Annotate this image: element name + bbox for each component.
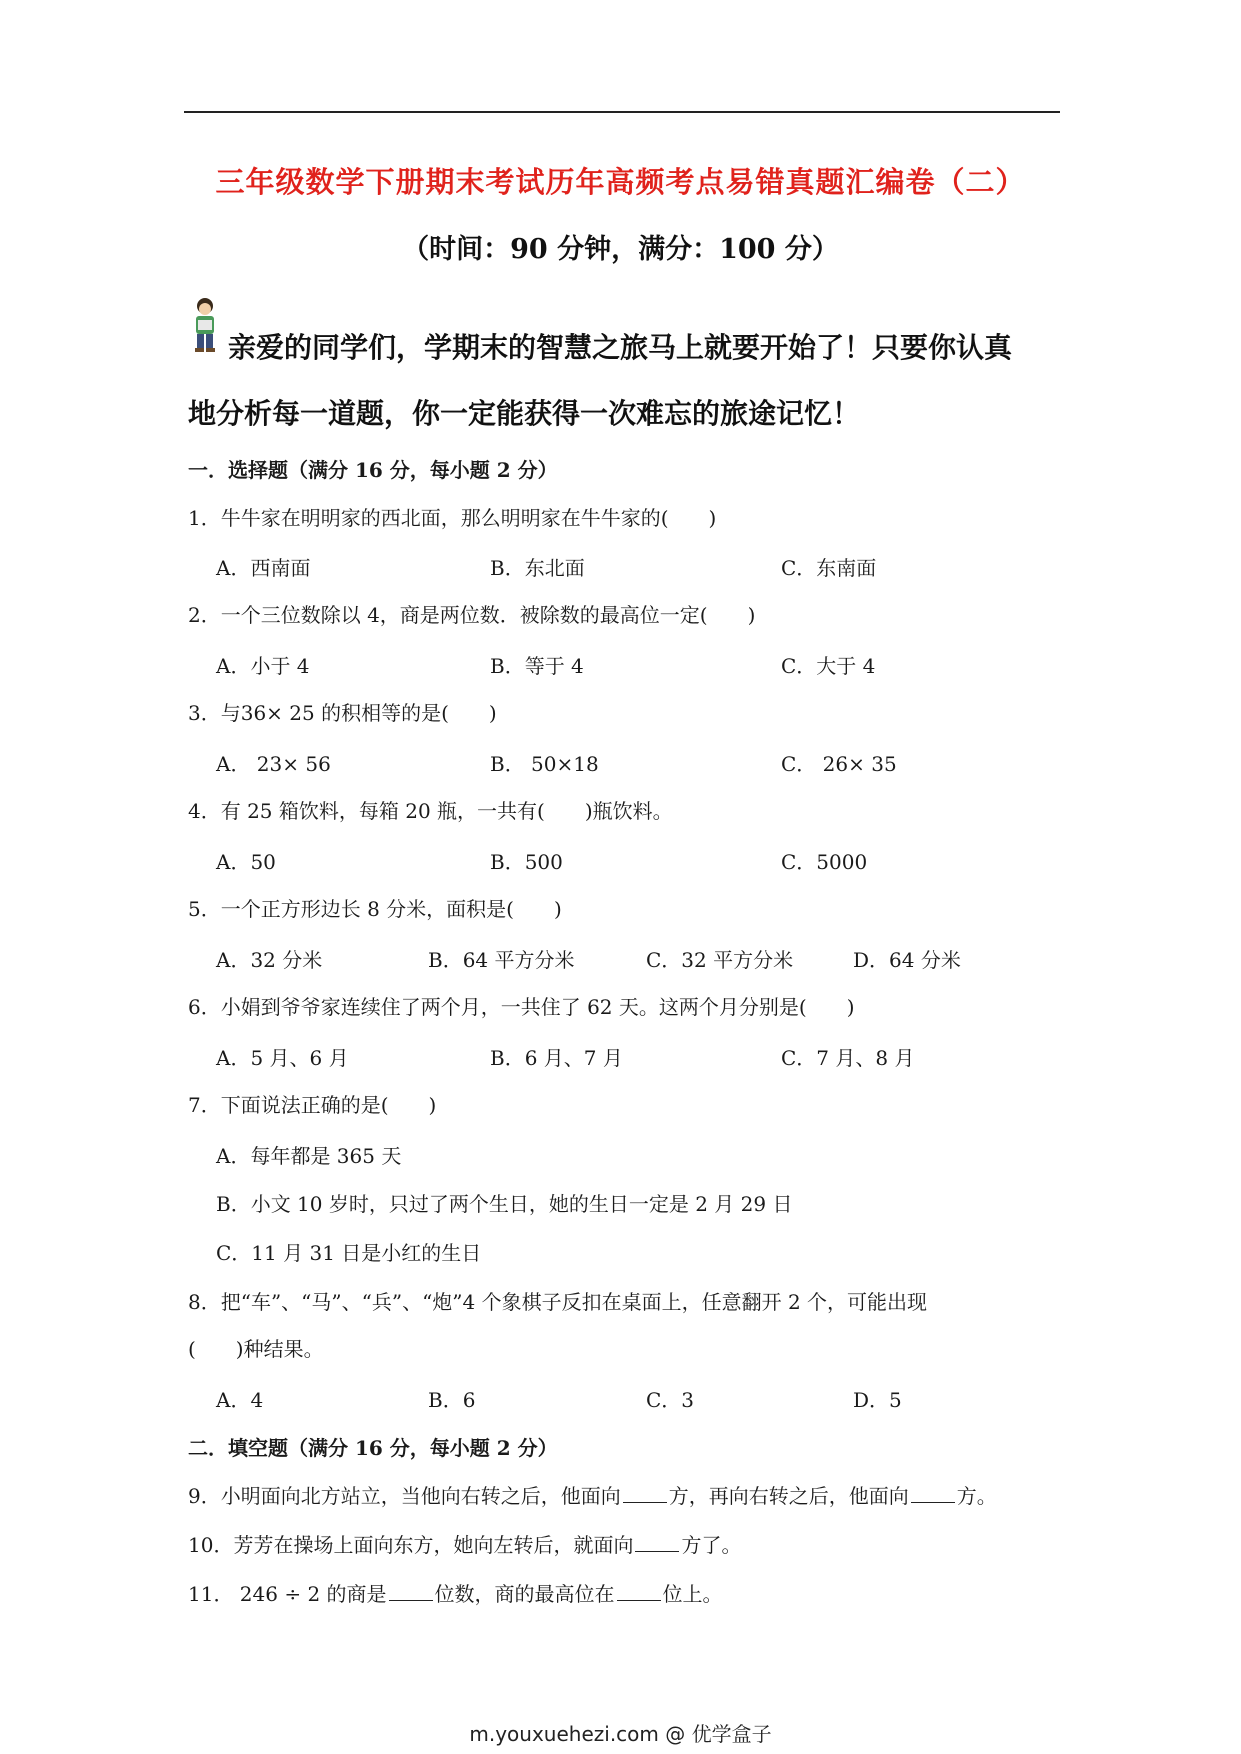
q2-option-c: C．大于 4 [781,654,876,678]
q8-option-b: B．6 [428,1388,476,1412]
q8-option-d: D．5 [853,1388,902,1412]
q1-option-b: B．东北面 [490,556,585,580]
q6-option-b: B．6 月、7 月 [490,1046,623,1070]
q3-option-c: C． 26× 35 [781,752,897,776]
q5-option-d: D．64 分米 [853,948,961,972]
question-4: 4．有 25 箱饮料，每箱 20 瓶，一共有( )瓶饮料。 [188,799,673,823]
question-1: 1．牛牛家在明明家的西北面，那么明明家在牛牛家的( ) [188,506,717,530]
q4-option-b: B．500 [490,850,563,874]
q10-text-1: 10．芳芳在操场上面向东方，她向左转后，就面向 [188,1533,634,1557]
q9-text-2: 方，再向右转之后，他面向 [668,1484,909,1508]
q1-option-a: A．西南面 [216,556,311,580]
q5-option-a: A．32 分米 [216,948,323,972]
q11-blank-2 [617,1582,661,1601]
question-9 [188,1480,997,1509]
q1-option-c: C．东南面 [781,556,877,580]
question-3: 3．与36× 25 的积相等的是( ) [188,701,497,725]
q7-option-c: C．11 月 31 日是小红的生日 [216,1241,482,1265]
question-8-line-2: ( )种结果。 [188,1337,324,1361]
q10-blank-1 [635,1533,679,1552]
q3-option-a: A． 23× 56 [216,752,331,776]
question-11 [188,1578,723,1607]
exam-info: （时间：90 分钟，满分：100 分） [402,234,839,265]
q5-option-b: B．64 平方分米 [428,948,575,972]
q3-option-b: B． 50×18 [490,752,599,776]
q9-text-1: 9．小明面向北方站立，当他向右转之后，他面向 [188,1484,621,1508]
q11-blank-1 [389,1582,433,1601]
footer-watermark: m.youxuehezi.com @ 优学盒子 [469,1722,772,1746]
q4-option-a: A．50 [216,850,276,874]
q2-option-b: B．等于 4 [490,654,584,678]
q8-option-c: C．3 [646,1388,695,1412]
q6-option-a: A．5 月、6 月 [216,1046,349,1070]
q4-option-c: C．5000 [781,850,868,874]
student-mascot-icon [188,296,222,356]
question-8-line-1: 8．把“车”、“马”、“兵”、“炮”4 个象棋子反扣在桌面上，任意翻开 2 个，可能出现 [188,1290,928,1314]
section-heading-fill: 二．填空题（满分 16 分，每小题 2 分） [188,1436,558,1460]
q10-text-2: 方了。 [681,1533,742,1557]
section-heading-choice: 一．选择题（满分 16 分，每小题 2 分） [188,458,558,482]
q2-option-a: A．小于 4 [216,654,310,678]
question-7: 7．下面说法正确的是( ) [188,1093,437,1117]
intro-line-1: 亲爱的同学们，学期末的智慧之旅马上就要开始了！只要你认真 [228,331,1013,364]
q11-text-3: 位上。 [662,1582,723,1606]
q11-text-2: 位数，商的最高位在 [434,1582,615,1606]
q11-text-1: 11． 246 ÷ 2 的商是 [188,1582,387,1606]
q7-option-b: B．小文 10 岁时，只过了两个生日，她的生日一定是 2 月 29 日 [216,1192,793,1216]
intro-line-2: 地分析每一道题，你一定能获得一次难忘的旅途记忆！ [188,397,861,430]
q9-blank-2 [911,1484,955,1503]
q8-option-a: A．4 [216,1388,264,1412]
question-6: 6．小娟到爷爷家连续住了两个月，一共住了 62 天。这两个月分别是( ) [188,995,855,1019]
question-5: 5．一个正方形边长 8 分米，面积是( ) [188,897,562,921]
page-title: 三年级数学下册期末考试历年高频考点易错真题汇编卷（二） [215,165,1026,199]
q6-option-c: C．7 月、8 月 [781,1046,915,1070]
q7-option-a: A．每年都是 365 天 [216,1144,402,1168]
top-rule [184,111,1060,113]
q9-text-3: 方。 [956,1484,997,1508]
q5-option-c: C．32 平方分米 [646,948,794,972]
q9-blank-1 [623,1484,667,1503]
question-10 [188,1529,741,1558]
question-2: 2．一个三位数除以 4，商是两位数．被除数的最高位一定( ) [188,603,756,627]
